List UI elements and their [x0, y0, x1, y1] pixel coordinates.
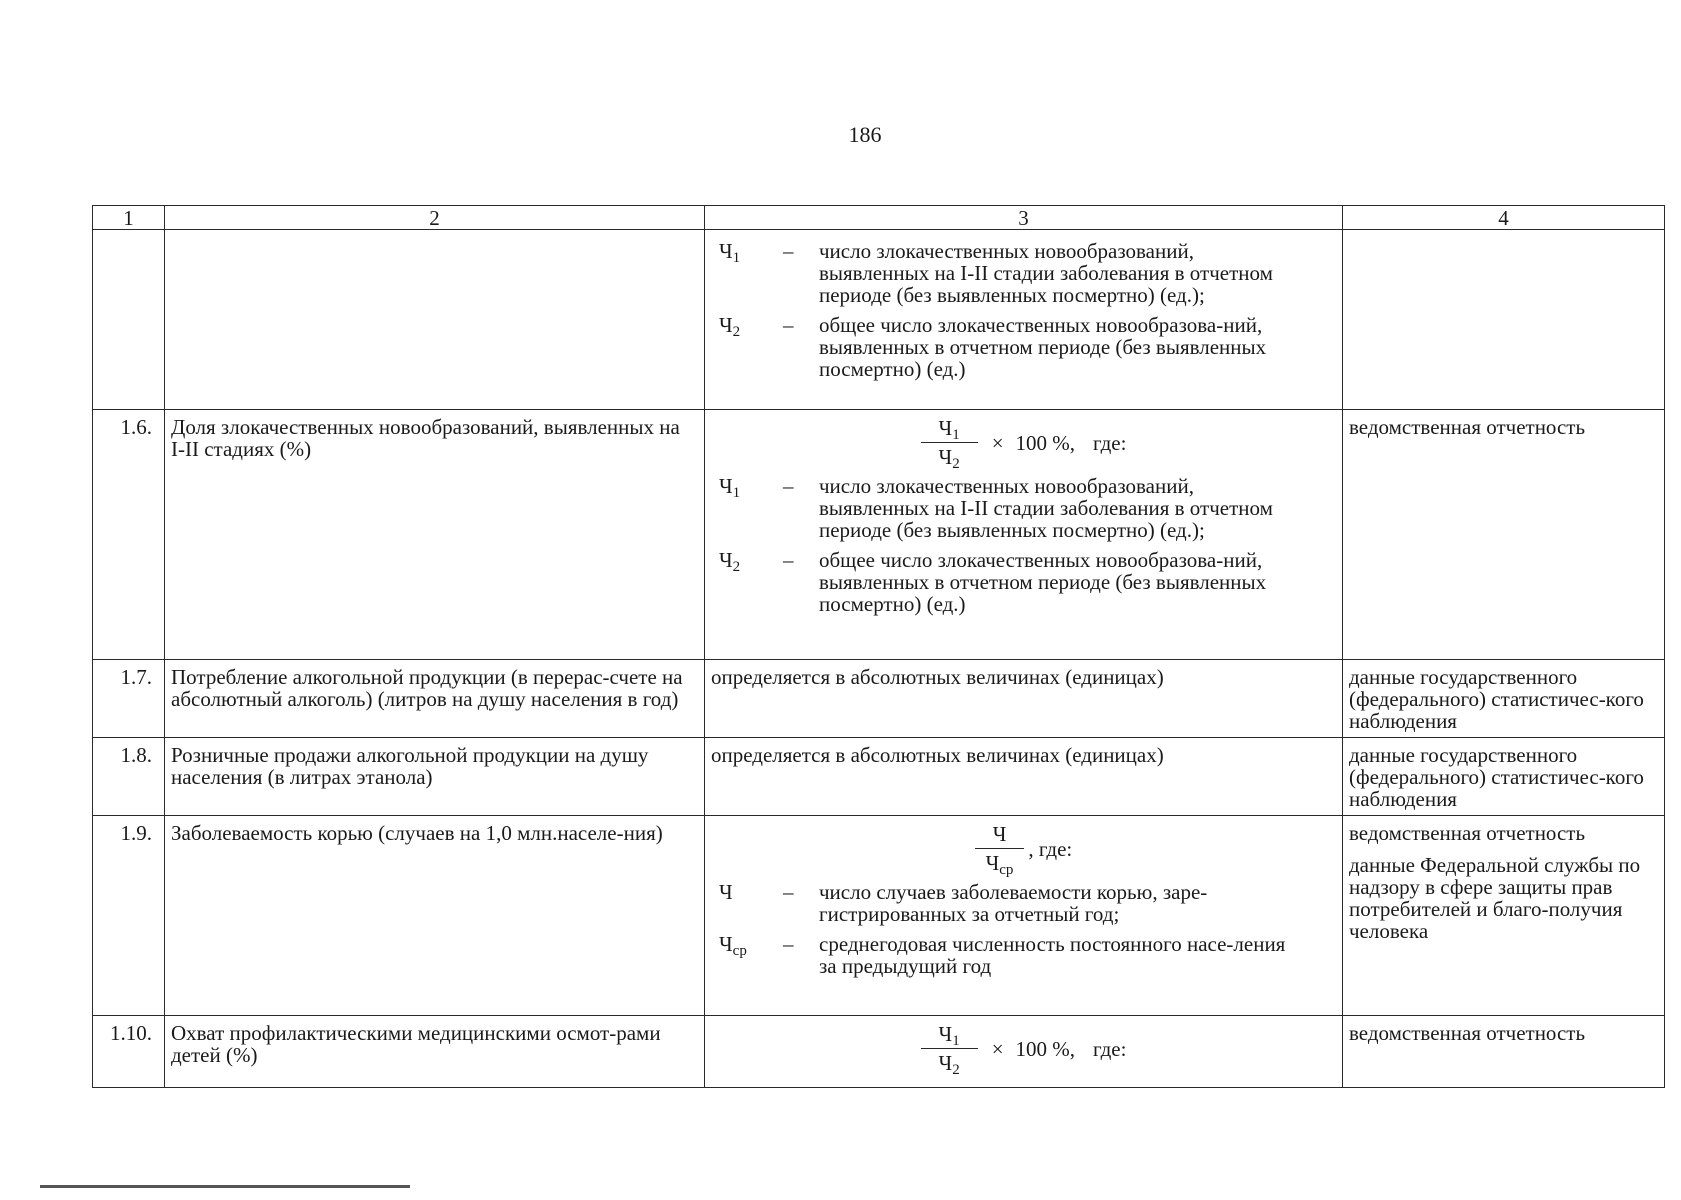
- denominator: $Ч_{ср}$: [985, 851, 1014, 878]
- numerator: $Ч_1$: [921, 1022, 978, 1049]
- row-number: 1.7.: [93, 660, 165, 738]
- dash: –: [783, 474, 794, 498]
- fraction: [921, 416, 978, 472]
- symbol: $Ч_1$: [719, 474, 741, 501]
- header-row: [93, 206, 1665, 230]
- definition: [711, 549, 1336, 615]
- indicator-name: Охват профилактическими медицинскими осмот-рами детей (%): [165, 1016, 705, 1088]
- indicators-table: [92, 205, 1665, 1088]
- table-row: [93, 816, 1665, 1016]
- page-number: 186: [848, 122, 882, 147]
- table-row: [93, 230, 1665, 410]
- definition-text: среднегодовая численность постоянного насе-ления за предыдущий год: [819, 932, 1286, 978]
- denominator: $Ч_2$: [938, 445, 960, 472]
- symbol: $Ч_1$: [719, 239, 741, 266]
- indicator-name: Заболеваемость корью (случаев на 1,0 млн.населе-ния): [165, 816, 705, 1016]
- fraction: [975, 822, 1025, 878]
- source-cell: [1343, 816, 1665, 1016]
- where: , где:: [1028, 836, 1073, 861]
- row-number: 1.10.: [93, 1016, 165, 1088]
- where: где:: [1093, 430, 1127, 455]
- times-sign: ×: [991, 1036, 1004, 1061]
- column-header-1: 1: [93, 206, 165, 230]
- table-row: [93, 660, 1665, 738]
- symbol: $Ч_2$: [719, 548, 741, 575]
- source-text-2: данные Федеральной службы по надзору в сфере защиты прав потребителей и благо-получия человека: [1349, 853, 1641, 943]
- fraction: [921, 1022, 978, 1078]
- footer-rule: [40, 1185, 410, 1188]
- table-row: [93, 410, 1665, 660]
- column-header-4: 4: [1343, 206, 1665, 230]
- row-number: 1.6.: [93, 410, 165, 660]
- percent: 100 %,: [1015, 1036, 1076, 1061]
- definition-text: общее число злокачественных новообразова-ний, выявленных в отчетном периоде (без выявленных посмертно) (ед.): [819, 313, 1267, 381]
- method-cell: [705, 1016, 1343, 1088]
- formula: [711, 822, 1336, 878]
- dash: –: [783, 932, 794, 956]
- times-sign: ×: [991, 430, 1004, 455]
- source-cell: данные государственного (федерального) статистичес-кого наблюдения: [1343, 660, 1665, 738]
- table-row: [93, 1016, 1665, 1088]
- numerator: $Ч_1$: [921, 416, 978, 443]
- source-cell: данные государственного (федерального) статистичес-кого наблюдения: [1343, 738, 1665, 816]
- definition: [711, 240, 1336, 306]
- definition-text: число злокачественных новообразований, выявленных на I-II стадии заболевания в отчетном периоде (без выявленных посмертно) (ед.);: [819, 239, 1273, 307]
- method-cell: [705, 230, 1343, 410]
- indicator-name: Розничные продажи алкогольной продукции на душу населения (в литрах этанола): [165, 738, 705, 816]
- column-header-3: 3: [705, 206, 1343, 230]
- dash: –: [783, 313, 794, 337]
- indicator-name: [165, 230, 705, 410]
- definition-text: общее число злокачественных новообразова-ний, выявленных в отчетном периоде (без выявленных посмертно) (ед.): [819, 548, 1267, 616]
- column-header-2: 2: [165, 206, 705, 230]
- definition: [711, 475, 1336, 541]
- row-number: [93, 230, 165, 410]
- indicator-name: Потребление алкогольной продукции (в перерас-счете на абсолютный алкоголь) (литров на душу населения в год): [165, 660, 705, 738]
- dash: –: [783, 548, 794, 572]
- definition-text: число случаев заболеваемости корью, заре-гистрированных за отчетный год;: [819, 880, 1208, 926]
- denominator: $Ч_2$: [938, 1051, 960, 1078]
- formula: [711, 1022, 1336, 1078]
- numerator: Ч: [975, 822, 1025, 849]
- row-number: 1.8.: [93, 738, 165, 816]
- indicator-name: Доля злокачественных новообразований, выявленных на I-II стадиях (%): [165, 410, 705, 660]
- source-cell: [1343, 230, 1665, 410]
- table-row: [93, 738, 1665, 816]
- dash: –: [783, 880, 794, 904]
- method-cell: определяется в абсолютных величинах (единицах): [705, 660, 1343, 738]
- definition: [711, 881, 1336, 925]
- method-cell: [705, 410, 1343, 660]
- symbol: Ч: [719, 880, 733, 904]
- percent: 100 %,: [1015, 430, 1076, 455]
- source-text: ведомственная отчетность: [1349, 821, 1586, 845]
- definition-text: число злокачественных новообразований, выявленных на I-II стадии заболевания в отчетном периоде (без выявленных посмертно) (ед.);: [819, 474, 1273, 542]
- method-cell: определяется в абсолютных величинах (единицах): [705, 738, 1343, 816]
- definition: [711, 314, 1336, 380]
- where: где:: [1093, 1036, 1127, 1061]
- symbol: $Ч_{ср}$: [719, 932, 747, 959]
- method-cell: [705, 816, 1343, 1016]
- formula: [711, 416, 1336, 472]
- source-cell: ведомственная отчетность: [1343, 410, 1665, 660]
- source-cell: ведомственная отчетность: [1343, 1016, 1665, 1088]
- dash: –: [783, 239, 794, 263]
- row-number: 1.9.: [93, 816, 165, 1016]
- definition: [711, 933, 1336, 977]
- symbol: $Ч_2$: [719, 313, 741, 340]
